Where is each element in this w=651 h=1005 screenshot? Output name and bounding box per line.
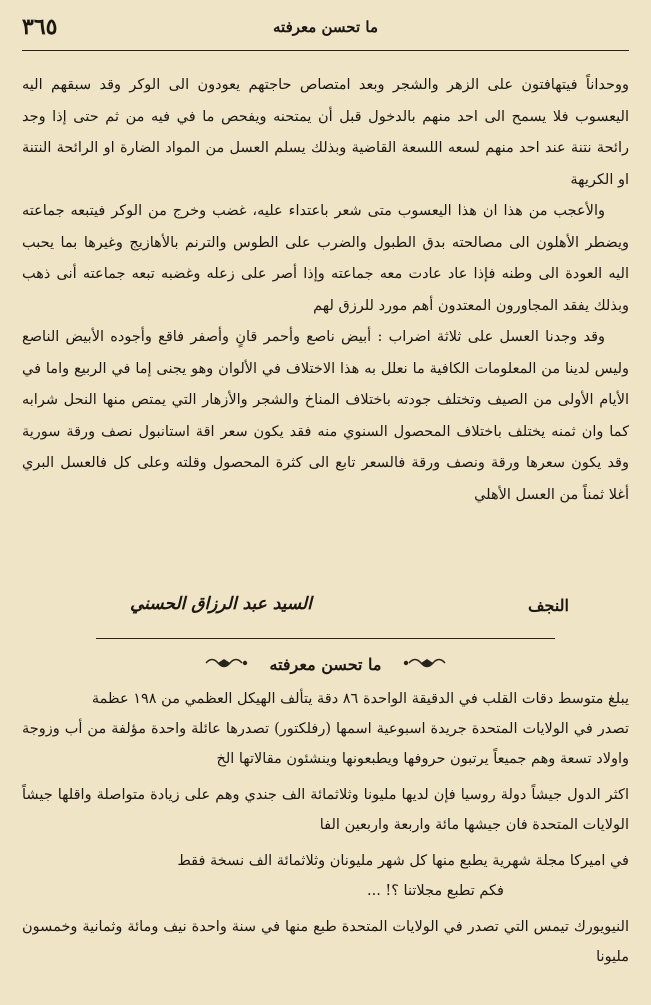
signature-author: السيد عبد الرزاق الحسني (130, 594, 312, 614)
ornament-icon (204, 655, 248, 675)
fact-paragraph: يبلغ متوسط دقات القلب في الدقيقة الواحدة ٨٦ دقة يتألف الهيكل العظمي من ١٩٨ عظمة (91, 691, 629, 707)
page-number: ٣٦٥ (22, 14, 58, 40)
signature-place: النجف (527, 596, 569, 615)
running-title: ما تحسن معرفته (273, 18, 378, 36)
section-divider (96, 638, 555, 639)
header-rule (22, 50, 629, 51)
fact-paragraph: فكم تطبع مجلاتنا ؟! ... (366, 883, 504, 899)
section-title: ما تحسن معرفته (269, 655, 382, 674)
fact-paragraph: النيويورك تيمس التي تصدر في الولايات المتحدة طبع منها في سنة واحدة نيف ومائة وثمانية وخمسون مليونا (22, 919, 629, 965)
section-heading (0, 654, 651, 682)
page-header (22, 14, 629, 40)
fact-paragraph: في اميركا مجلة شهرية يطبع منها كل شهر مليونان وثلاثمائة الف نسخة فقط (177, 853, 629, 869)
fact-paragraph: اكثر الدول جيشاً دولة روسيا فإن لديها مليونا وثلاثمائة الف جندي وهم على زيادة متواصلة واقلها جيشاً الولايات المتحدة فان جيشها مائة واربعة واربعين الفا (22, 787, 629, 833)
article-paragraph: ووحداناً فيتهافتون على الزهر والشجر وبعد امتصاص حاجتهم يعودون الى الوكر وقد سبقهم اليه اليعسوب فلا يسمح الى احد منهم بالدخول قبل أن يمتحنه ويفحص ما في فيه من ثم حتى إذا وجد رائحة نتنة عند احد منهم لسعه اللسعة القاضية وبذلك يسلم العسل من المواد الضارة او الرائحة النتنة او الكريهة (22, 77, 629, 188)
article-body (22, 70, 629, 511)
article-paragraph: والأعجب من هذا ان هذا اليعسوب متى شعر باعتداء عليه، غضب وخرج من الوكر فيتبعه جماعته ويضطر الأهلون الى مصالحته بدق الطبول والضرب على الطوس والترنم بالأهازيج وغيرها بما يحبب اليه العودة الى وطنه فإذا عاد عادت معه جماعته وإذا أصر على زعله وغضبه تبعه جماعته أنى ذهب وبذلك يفقد المجاورون المعتدون أهم مورد للرزق لهم (22, 203, 629, 314)
article-paragraph: وقد وجدنا العسل على ثلاثة اضراب : أبيض ناصع وأحمر قانٍ وأصفر فاقع وأجوده الأبيض الناصع وليس لدينا من المعلومات الكافية ما نعلل به هذا الاختلاف في الألوان وهو يجنى إما في الربيع واما في الأيام الأولى من الصيف وتختلف جودته باختلاف المناخ والشجر والأزهار التي يمتص منها النحل شرابه كما وان ثمنه يختلف باختلاف المحصول السنوي منه فقد يكون سعر اقة استانبول نصف ورقة سورية وقد يكون سعرها ورقة ونصف ورقة فالسعر تابع الى كثرة المحصول وقلته وعلى كل فالعسل البري أغلا ثمناً من العسل الأهلي (22, 329, 629, 503)
ornament-icon (403, 655, 447, 675)
fact-paragraph: تصدر في الولايات المتحدة جريدة اسبوعية اسمها (رفلكتور) تصدرها عائلة واحدة مؤلفة من أب وزوجة واولاد تسعة وهم جميعاً يرتبون حروفها ويطبعونها وينشئون مقالاتها الخ (22, 721, 629, 767)
facts-section (22, 684, 629, 972)
article-signature (22, 592, 629, 622)
